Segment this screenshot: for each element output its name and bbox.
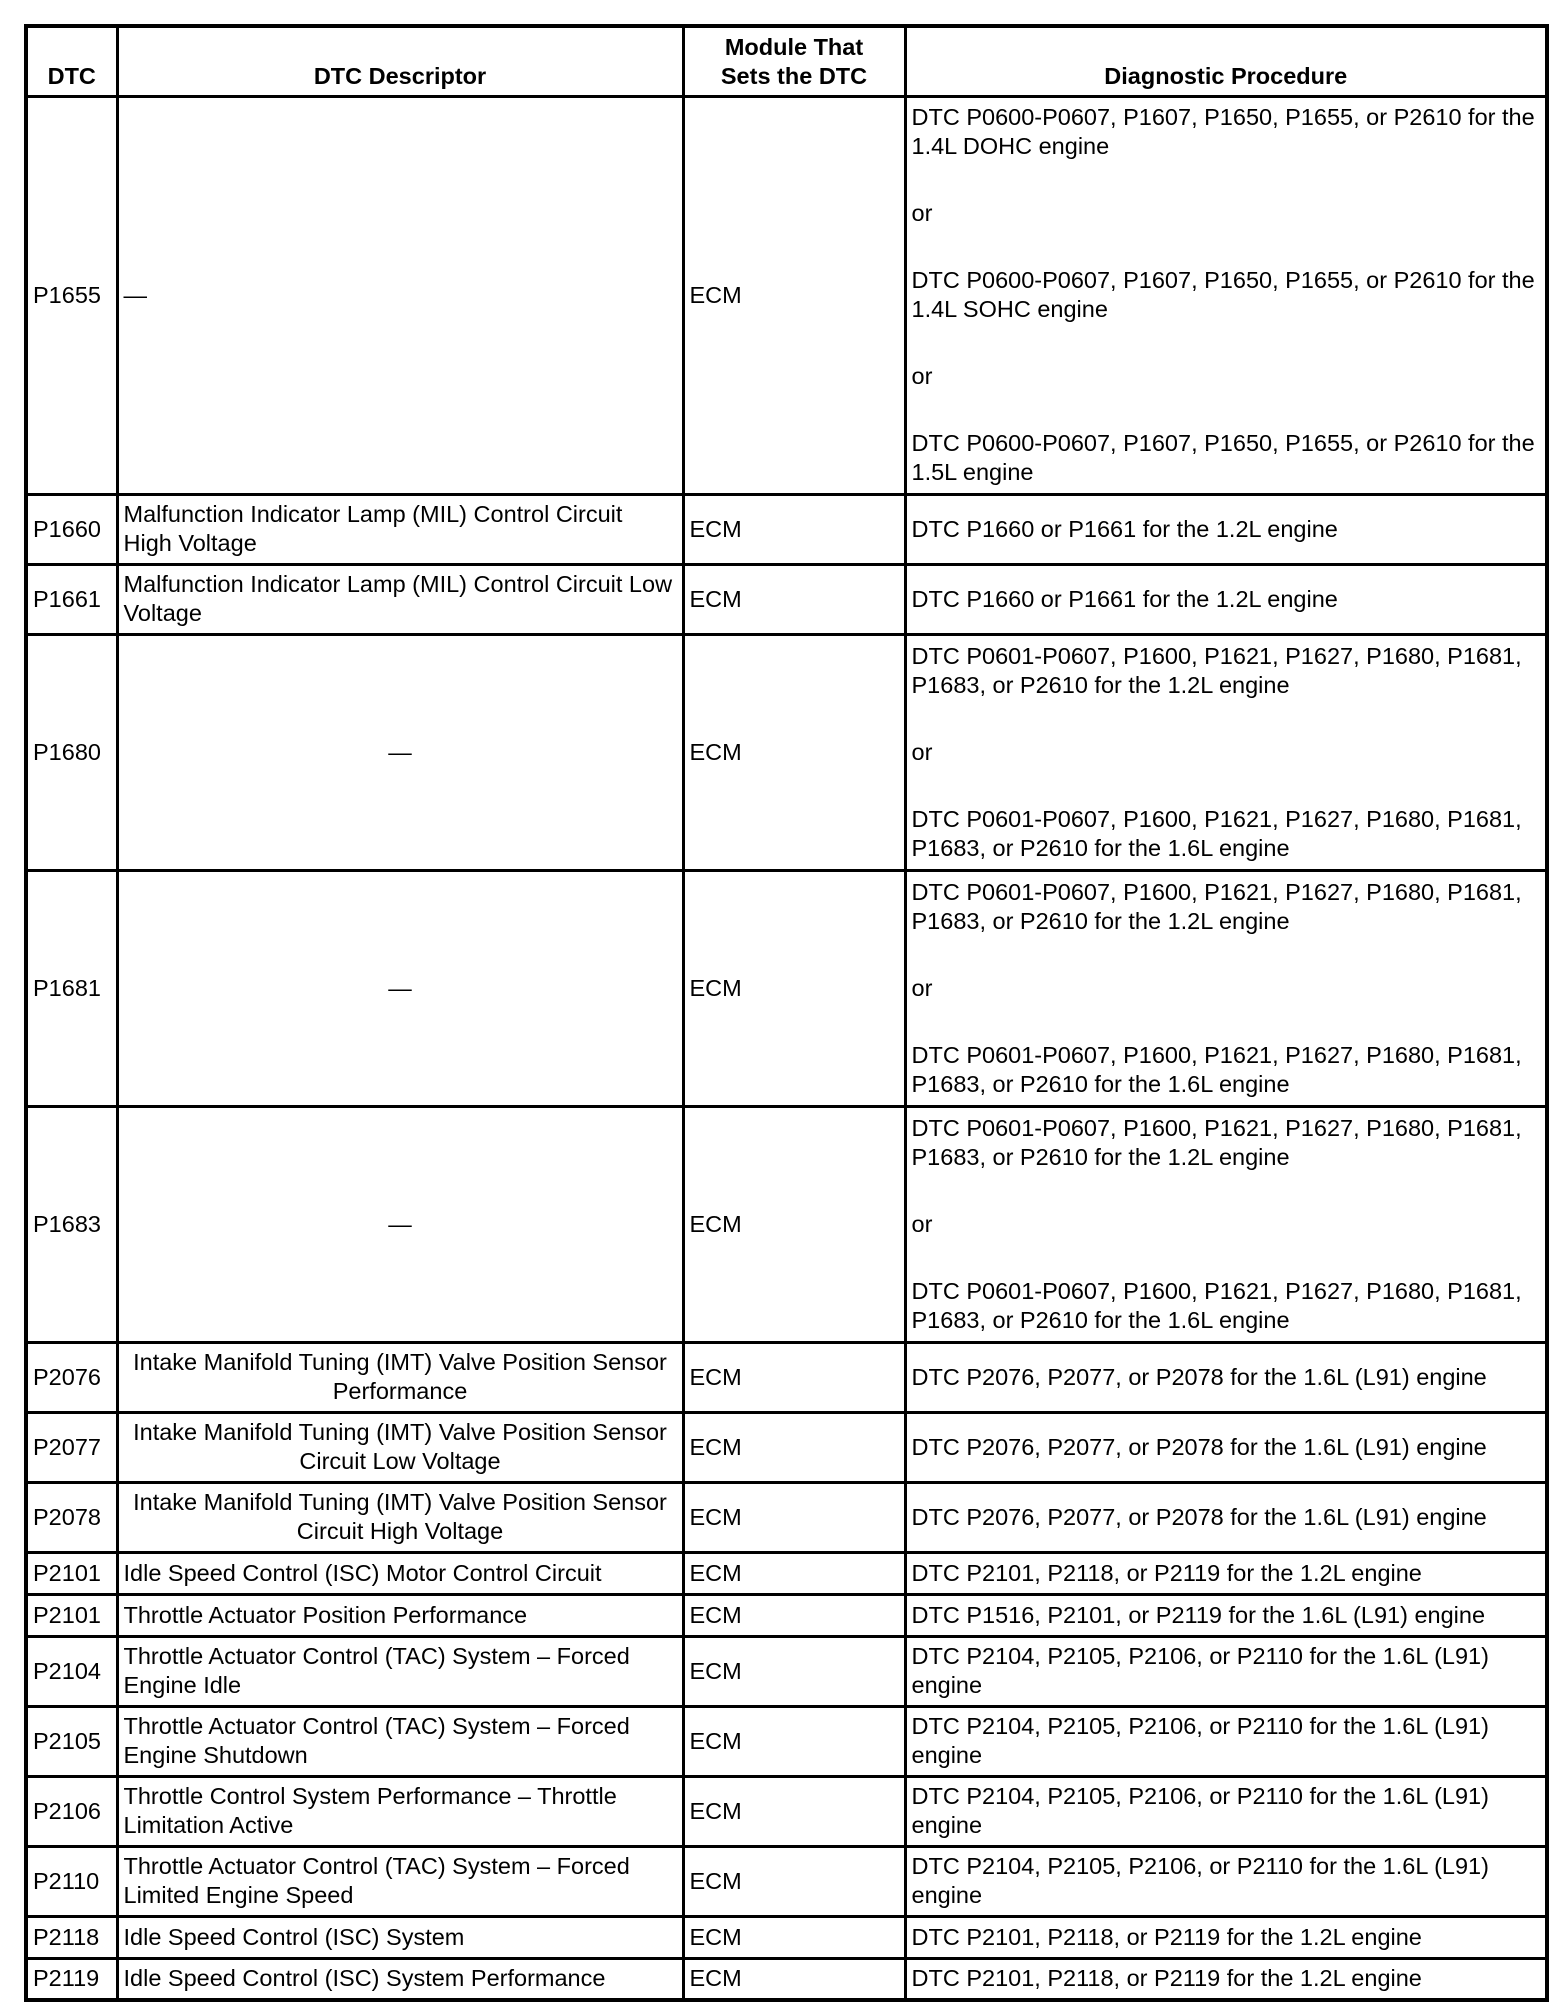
table-row bbox=[26, 1552, 1547, 1594]
procedure-paragraph: DTC P2104, P2105, P2106, or P2110 for the 1.6L (L91) engine bbox=[911, 1713, 1489, 1768]
procedure-paragraph: DTC P2104, P2105, P2106, or P2110 for the 1.6L (L91) engine bbox=[911, 1853, 1489, 1908]
cell-module: ECM bbox=[683, 1916, 905, 1958]
cell-descriptor: Intake Manifold Tuning (IMT) Valve Position Sensor Performance bbox=[117, 1342, 683, 1412]
table-row bbox=[26, 1916, 1547, 1958]
cell-procedure bbox=[905, 1106, 1547, 1342]
procedure-paragraph: DTC P1660 or P1661 for the 1.2L engine bbox=[911, 515, 1338, 542]
cell-module: ECM bbox=[683, 1552, 905, 1594]
procedure-paragraph: DTC P0601-P0607, P1600, P1621, P1627, P1680, P1681, P1683, or P2610 for the 1.2L engine bbox=[911, 878, 1522, 934]
procedure-paragraph: or bbox=[911, 363, 933, 389]
cell-descriptor: Malfunction Indicator Lamp (MIL) Control Circuit Low Voltage bbox=[117, 564, 683, 634]
cell-dtc: P2078 bbox=[26, 1482, 117, 1552]
table-row bbox=[26, 96, 1547, 494]
header-procedure: Diagnostic Procedure bbox=[905, 26, 1547, 96]
cell-procedure bbox=[905, 1636, 1547, 1706]
cell-procedure bbox=[905, 494, 1547, 564]
cell-module: ECM bbox=[683, 1706, 905, 1776]
cell-descriptor: Throttle Actuator Control (TAC) System – Forced Limited Engine Speed bbox=[117, 1846, 683, 1916]
cell-dtc: P2105 bbox=[26, 1706, 117, 1776]
procedure-paragraph: DTC P2104, P2105, P2106, or P2110 for the 1.6L (L91) engine bbox=[911, 1643, 1489, 1698]
cell-module: ECM bbox=[683, 96, 905, 494]
cell-descriptor: Throttle Actuator Control (TAC) System – Forced Engine Idle bbox=[117, 1636, 683, 1706]
header-module-line2: Sets the DTC bbox=[720, 62, 868, 89]
cell-module: ECM bbox=[683, 1846, 905, 1916]
cell-dtc: P2077 bbox=[26, 1412, 117, 1482]
paragraph-gap bbox=[912, 700, 1541, 738]
header-descriptor: DTC Descriptor bbox=[117, 26, 683, 96]
cell-descriptor: Malfunction Indicator Lamp (MIL) Control Circuit High Voltage bbox=[117, 494, 683, 564]
cell-module: ECM bbox=[683, 1636, 905, 1706]
cell-dtc: P1660 bbox=[26, 494, 117, 564]
procedure-paragraph: DTC P1516, P2101, or P2119 for the 1.6L (L91) engine bbox=[911, 1601, 1486, 1628]
procedure-paragraph: DTC P0600-P0607, P1607, P1650, P1655, or P2610 for the 1.5L engine bbox=[911, 430, 1535, 485]
cell-procedure bbox=[905, 1482, 1547, 1552]
cell-module: ECM bbox=[683, 634, 905, 870]
paragraph-gap bbox=[912, 228, 1541, 266]
cell-procedure bbox=[905, 1958, 1547, 2000]
header-module-line1: Module That bbox=[724, 33, 864, 60]
cell-module: ECM bbox=[683, 564, 905, 634]
cell-dtc: P1683 bbox=[26, 1106, 117, 1342]
cell-descriptor: Idle Speed Control (ISC) System bbox=[117, 1916, 683, 1958]
cell-procedure bbox=[905, 1552, 1547, 1594]
table-row bbox=[26, 1412, 1547, 1482]
cell-module: ECM bbox=[683, 1342, 905, 1412]
cell-descriptor: — bbox=[117, 870, 683, 1106]
cell-dtc: P1681 bbox=[26, 870, 117, 1106]
procedure-paragraph: or bbox=[911, 974, 933, 1001]
table-row bbox=[26, 1594, 1547, 1636]
cell-module: ECM bbox=[683, 1594, 905, 1636]
cell-dtc: P2104 bbox=[26, 1636, 117, 1706]
paragraph-gap bbox=[912, 1172, 1541, 1210]
table-row bbox=[26, 1846, 1547, 1916]
procedure-paragraph: DTC P2101, P2118, or P2119 for the 1.2L engine bbox=[911, 1923, 1422, 1950]
cell-dtc: P1655 bbox=[26, 96, 117, 494]
cell-descriptor: — bbox=[117, 634, 683, 870]
table-row bbox=[26, 1958, 1547, 2000]
procedure-paragraph: DTC P0601-P0607, P1600, P1621, P1627, P1680, P1681, P1683, or P2610 for the 1.6L engine bbox=[911, 805, 1522, 861]
cell-dtc: P1680 bbox=[26, 634, 117, 870]
procedure-paragraph: DTC P2101, P2118, or P2119 for the 1.2L engine bbox=[911, 1559, 1422, 1586]
paragraph-gap bbox=[912, 1003, 1541, 1041]
procedure-paragraph: or bbox=[911, 1210, 933, 1237]
cell-descriptor: Intake Manifold Tuning (IMT) Valve Position Sensor Circuit Low Voltage bbox=[117, 1412, 683, 1482]
cell-descriptor: Throttle Actuator Control (TAC) System – Forced Engine Shutdown bbox=[117, 1706, 683, 1776]
paragraph-gap bbox=[912, 391, 1541, 429]
cell-module: ECM bbox=[683, 1958, 905, 2000]
table-row bbox=[26, 494, 1547, 564]
cell-dtc: P1661 bbox=[26, 564, 117, 634]
paragraph-gap bbox=[912, 1239, 1541, 1277]
procedure-paragraph: DTC P2076, P2077, or P2078 for the 1.6L (L91) engine bbox=[911, 1363, 1487, 1390]
procedure-paragraph: DTC P0601-P0607, P1600, P1621, P1627, P1680, P1681, P1683, or P2610 for the 1.6L engine bbox=[911, 1041, 1522, 1097]
procedure-paragraph: DTC P2101, P2118, or P2119 for the 1.2L engine bbox=[911, 1965, 1422, 1992]
paragraph-gap bbox=[912, 161, 1541, 199]
procedure-paragraph: DTC P2104, P2105, P2106, or P2110 for the 1.6L (L91) engine bbox=[911, 1783, 1489, 1838]
cell-dtc: P2101 bbox=[26, 1594, 117, 1636]
cell-module: ECM bbox=[683, 1106, 905, 1342]
procedure-paragraph: DTC P0600-P0607, P1607, P1650, P1655, or P2610 for the 1.4L SOHC engine bbox=[911, 267, 1535, 322]
header-dtc: DTC bbox=[26, 26, 117, 96]
table-row bbox=[26, 1636, 1547, 1706]
table-row bbox=[26, 1776, 1547, 1846]
cell-descriptor: Idle Speed Control (ISC) Motor Control Circuit bbox=[117, 1552, 683, 1594]
cell-descriptor: — bbox=[117, 96, 683, 494]
cell-procedure bbox=[905, 96, 1547, 494]
cell-dtc: P2101 bbox=[26, 1552, 117, 1594]
cell-descriptor: — bbox=[117, 1106, 683, 1342]
cell-module: ECM bbox=[683, 1412, 905, 1482]
header-module bbox=[683, 26, 905, 96]
paragraph-gap bbox=[912, 767, 1541, 805]
cell-procedure bbox=[905, 564, 1547, 634]
procedure-paragraph: DTC P0600-P0607, P1607, P1650, P1655, or P2610 for the 1.4L DOHC engine bbox=[911, 104, 1535, 159]
procedure-paragraph: or bbox=[911, 738, 933, 765]
table-header bbox=[26, 26, 1547, 96]
cell-procedure bbox=[905, 1916, 1547, 1958]
cell-module: ECM bbox=[683, 494, 905, 564]
cell-descriptor: Throttle Control System Performance – Throttle Limitation Active bbox=[117, 1776, 683, 1846]
procedure-paragraph: DTC P0601-P0607, P1600, P1621, P1627, P1680, P1681, P1683, or P2610 for the 1.2L engine bbox=[911, 1114, 1522, 1170]
cell-dtc: P2076 bbox=[26, 1342, 117, 1412]
table-row bbox=[26, 1106, 1547, 1342]
cell-dtc: P2106 bbox=[26, 1776, 117, 1846]
cell-module: ECM bbox=[683, 870, 905, 1106]
header-row bbox=[26, 26, 1547, 96]
paragraph-gap bbox=[912, 936, 1541, 974]
procedure-paragraph: or bbox=[911, 200, 933, 226]
table-body bbox=[26, 96, 1547, 2000]
cell-descriptor: Intake Manifold Tuning (IMT) Valve Position Sensor Circuit High Voltage bbox=[117, 1482, 683, 1552]
cell-module: ECM bbox=[683, 1482, 905, 1552]
cell-dtc: P2119 bbox=[26, 1958, 117, 2000]
cell-procedure bbox=[905, 634, 1547, 870]
cell-dtc: P2110 bbox=[26, 1846, 117, 1916]
procedure-paragraph: DTC P2076, P2077, or P2078 for the 1.6L (L91) engine bbox=[911, 1433, 1487, 1460]
procedure-paragraph: DTC P1660 or P1661 for the 1.2L engine bbox=[911, 585, 1338, 612]
procedure-paragraph: DTC P0601-P0607, P1600, P1621, P1627, P1680, P1681, P1683, or P2610 for the 1.6L engine bbox=[911, 1277, 1522, 1333]
cell-module: ECM bbox=[683, 1776, 905, 1846]
table-row bbox=[26, 870, 1547, 1106]
dtc-table bbox=[24, 24, 1549, 2002]
cell-procedure bbox=[905, 870, 1547, 1106]
cell-procedure bbox=[905, 1342, 1547, 1412]
procedure-paragraph: DTC P2076, P2077, or P2078 for the 1.6L (L91) engine bbox=[911, 1503, 1487, 1530]
table-row bbox=[26, 1342, 1547, 1412]
table-row bbox=[26, 634, 1547, 870]
cell-procedure bbox=[905, 1776, 1547, 1846]
paragraph-gap bbox=[912, 324, 1541, 362]
cell-descriptor: Idle Speed Control (ISC) System Performance bbox=[117, 1958, 683, 2000]
table-row bbox=[26, 1706, 1547, 1776]
cell-procedure bbox=[905, 1846, 1547, 1916]
cell-descriptor: Throttle Actuator Position Performance bbox=[117, 1594, 683, 1636]
table-row bbox=[26, 1482, 1547, 1552]
cell-dtc: P2118 bbox=[26, 1916, 117, 1958]
table-row bbox=[26, 564, 1547, 634]
cell-procedure bbox=[905, 1412, 1547, 1482]
procedure-paragraph: DTC P0601-P0607, P1600, P1621, P1627, P1680, P1681, P1683, or P2610 for the 1.2L engine bbox=[911, 642, 1522, 698]
cell-procedure bbox=[905, 1594, 1547, 1636]
cell-procedure bbox=[905, 1706, 1547, 1776]
